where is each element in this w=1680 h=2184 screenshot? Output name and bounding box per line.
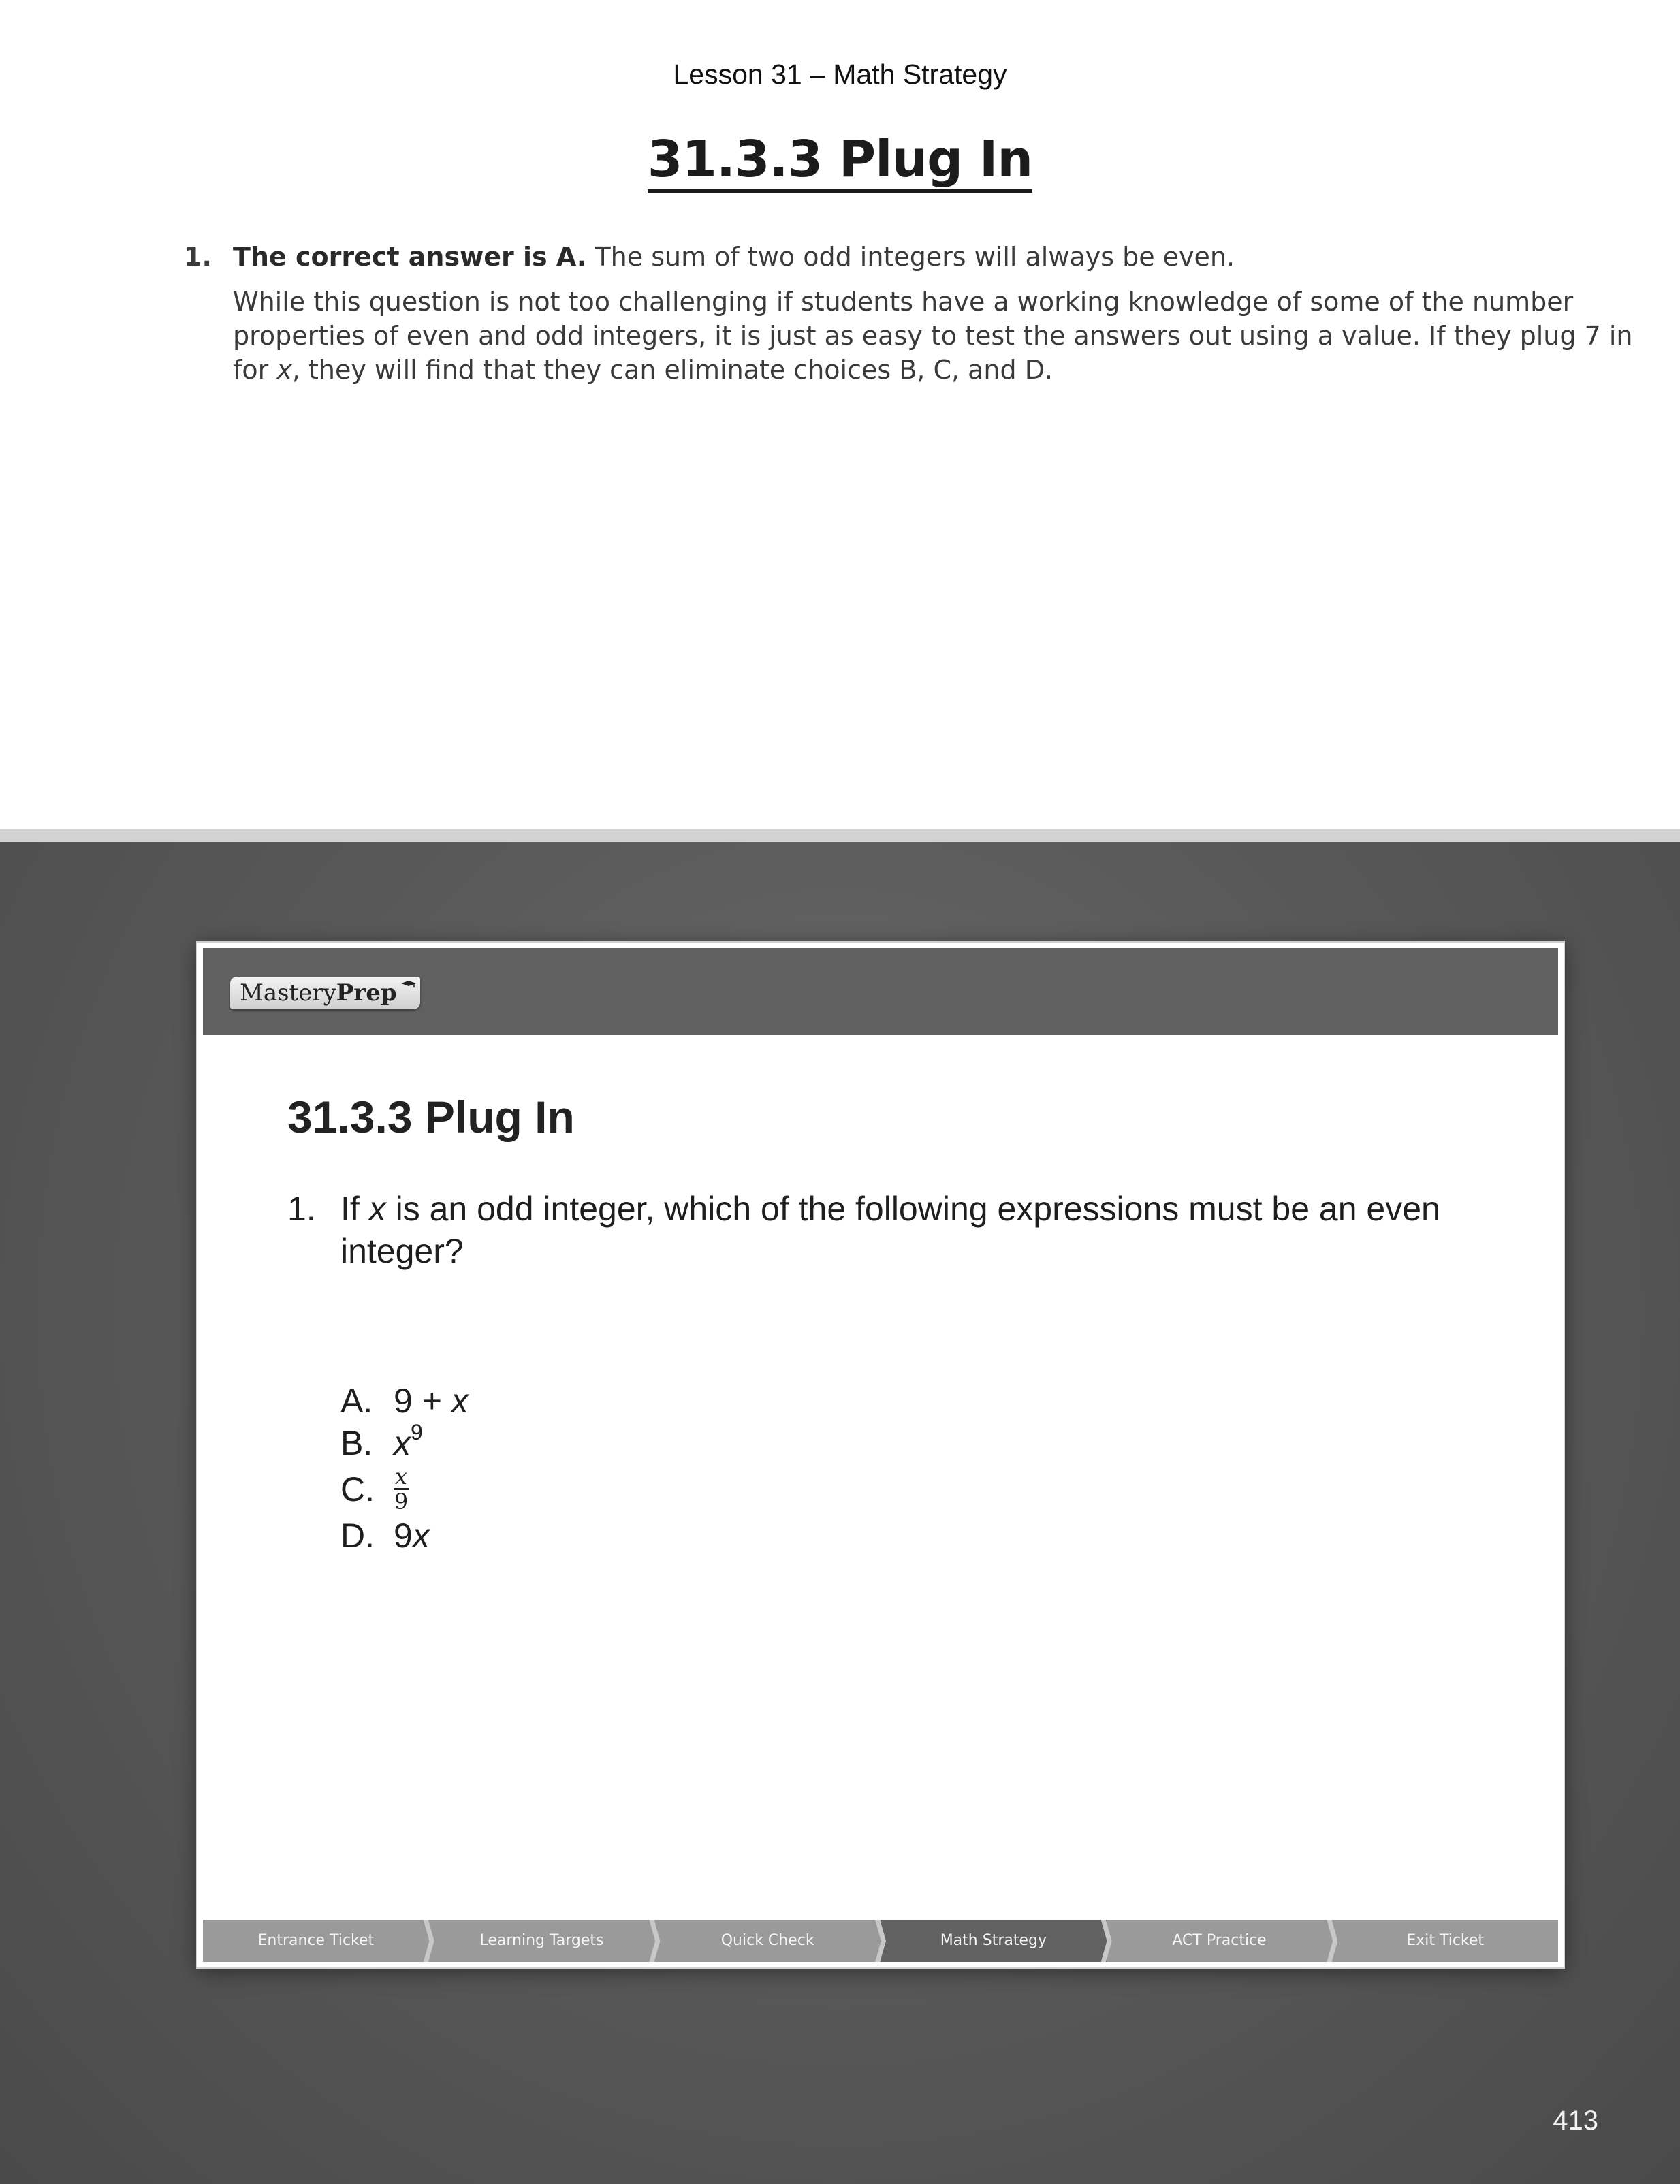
- choice-b: [340, 1422, 469, 1464]
- choice-letter: A.: [340, 1382, 373, 1420]
- explain-part1: While this question is not too challenging if students have a working knowledge of some of the number properties of even and odd integers, it is just as easy to test the answers out using a value. If they plug 7 in for: [233, 287, 1633, 385]
- question-text: [340, 1188, 1445, 1272]
- choice-b-variable: x: [394, 1424, 411, 1462]
- question-number: 1.: [287, 1190, 316, 1228]
- answer-number: 1.: [184, 242, 212, 272]
- nav-learning-targets[interactable]: Learning Targets: [429, 1920, 655, 1962]
- explain-variable: x: [276, 355, 292, 385]
- nav-act-practice[interactable]: ACT Practice: [1107, 1920, 1333, 1962]
- section-title: [0, 130, 1680, 193]
- mastery-prep-logo: [230, 977, 420, 1009]
- slide-header: [203, 948, 1558, 1035]
- question-variable: x: [368, 1190, 386, 1228]
- choice-letter: B.: [340, 1424, 373, 1462]
- choice-d-variable: x: [412, 1517, 430, 1555]
- logo-text-bold: Prep: [336, 979, 397, 1007]
- question: [287, 1188, 1445, 1272]
- choice-b-exponent: 9: [411, 1420, 423, 1444]
- nav-math-strategy[interactable]: Math Strategy: [881, 1920, 1107, 1962]
- page-number: 413: [1553, 2106, 1598, 2136]
- choice-a-text: 9 +: [394, 1382, 451, 1420]
- fraction-numerator: x: [395, 1463, 408, 1490]
- running-header: Lesson 31 – Math Strategy: [673, 59, 1007, 90]
- choice-letter: D.: [340, 1517, 375, 1555]
- choice-a-variable: x: [451, 1382, 469, 1420]
- answer-choices: [340, 1380, 469, 1557]
- slide: [197, 943, 1564, 1967]
- section-title-text: 31.3.3 Plug In: [648, 133, 1032, 193]
- choice-letter: C.: [340, 1470, 375, 1508]
- answer-lead: [233, 240, 1634, 274]
- nav-entrance-ticket[interactable]: Entrance Ticket: [203, 1920, 429, 1962]
- question-part2: is an odd integer, which of the following expressions must be an even integer?: [340, 1190, 1440, 1270]
- choice-c: [340, 1464, 469, 1515]
- document-page: [0, 0, 1680, 829]
- choice-c-fraction: [394, 1465, 409, 1513]
- fraction-denominator: 9: [394, 1489, 409, 1515]
- choice-d-text: 9: [394, 1517, 413, 1555]
- question-part1: If: [340, 1190, 369, 1228]
- answer-lead-rest: The sum of two odd integers will always be even.: [586, 242, 1235, 272]
- answer-item: [184, 240, 1634, 387]
- answer-lead-bold: The correct answer is A.: [233, 242, 587, 272]
- nav-exit-ticket[interactable]: Exit Ticket: [1332, 1920, 1558, 1962]
- explain-part2: , they will find that they can eliminate choices B, C, and D.: [291, 355, 1053, 385]
- logo-text-regular: Mastery: [240, 979, 336, 1007]
- lesson-nav-bar: [203, 1920, 1558, 1962]
- choice-a: [340, 1380, 469, 1422]
- graduation-cap-icon: [401, 981, 416, 987]
- answer-explanation: [233, 285, 1634, 387]
- slide-title: 31.3.3 Plug In: [287, 1092, 575, 1142]
- nav-quick-check[interactable]: Quick Check: [654, 1920, 881, 1962]
- choice-d: [340, 1515, 469, 1557]
- answer-body: [233, 240, 1634, 387]
